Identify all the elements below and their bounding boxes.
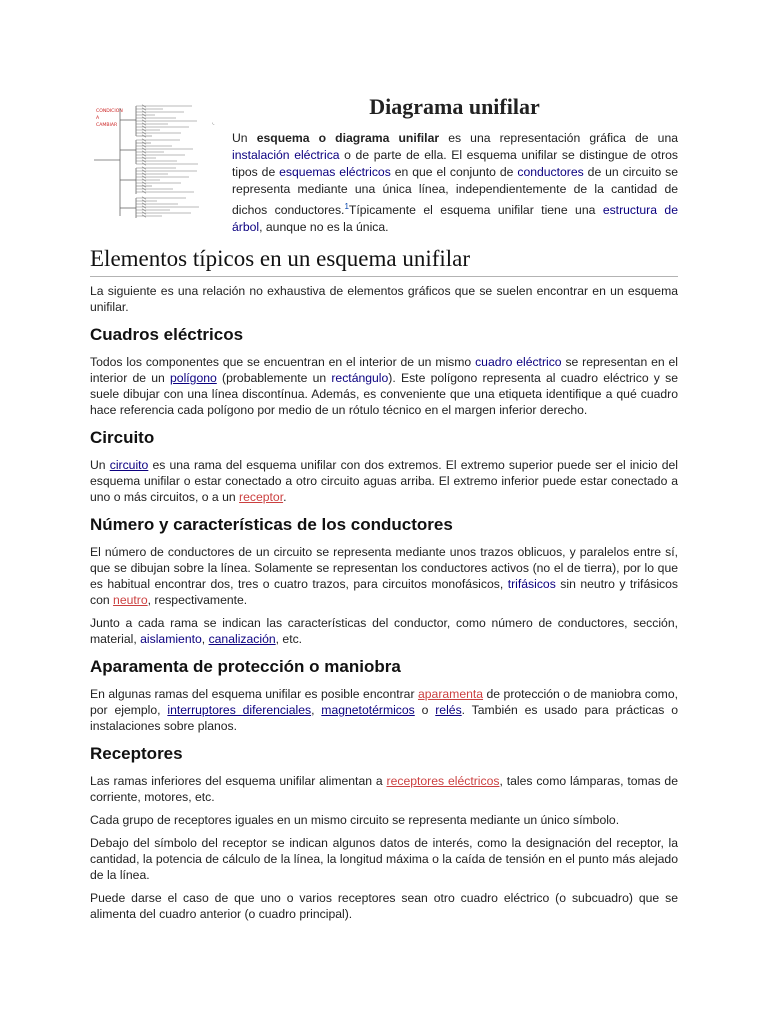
thumb-label-line: CONDICION [96,109,123,114]
receptores-paragraph-1: Las ramas inferiores del esquema unifilar alimentan a receptores eléctricos, tales como lámparas, tomas de corriente, motores, etc. [90,774,678,804]
section-heading: Elementos típicos en un esquema unifilar [90,246,678,277]
receptores-paragraph-2: Cada grupo de receptores iguales en un mismo circuito se representa mediante un único símbolo. [90,813,620,827]
link-trifasicos[interactable]: trifásicos [507,577,556,591]
link-conductores[interactable]: conductores [517,165,584,179]
heading-cuadros-electricos: Cuadros eléctricos [90,325,244,344]
link-receptores-electricos[interactable]: receptores eléctricos [386,774,500,788]
heading-aparamenta: Aparamenta de protección o maniobra [90,657,401,676]
article-body [90,283,678,929]
heading-circuito: Circuito [90,428,155,447]
thumb-label-line: CAMBIAR [96,123,118,128]
cuadros-paragraph: Todos los componentes que se encuentran en el interior de un mismo cuadro eléctrico se representan en el interior de un polígono (probablemente un rectángulo). Este polígono representa al cuadro eléctrico y se suele dibujar con una línea discontínua. Además, es conveniente que una etiqueta identifique a qué cuadro hace referencia cada polígono por medio de un rótulo técnico en el margen inferior derecho. [90,355,678,417]
link-neutro[interactable]: neutro [113,593,148,607]
link-aislamiento[interactable]: aislamiento [140,632,202,646]
conductores-paragraph-2: Junto a cada rama se indican las características del conductor, como número de conductores, sección, material, aislamiento, canalización, etc. [90,616,678,646]
link-receptor[interactable]: receptor [239,490,284,504]
reference-1[interactable]: 1 [344,202,349,211]
section-intro: La siguiente es una relación no exhaustiva de elementos gráficos que se suelen encontrar en un esquema unifilar. [90,284,678,314]
term-esquema-unifilar: esquema o diagrama unifilar [256,131,440,145]
link-aparamenta[interactable]: aparamenta [418,687,484,701]
link-reles[interactable]: relés [435,703,462,717]
unifilar-diagram-thumbnail [90,100,220,222]
receptores-paragraph-4: Puede darse el caso de que uno o varios receptores sean otro cuadro eléctrico (o subcuadro) que se alimenta del cuadro anterior (o cuadro principal). [90,891,678,921]
link-circuito[interactable]: circuito [109,458,149,472]
link-estructura-arbol[interactable]: estructura de árbol [232,203,678,235]
receptores-paragraph-3: Debajo del símbolo del receptor se indican algunos datos de interés, como la designación del receptor, la cantidad, la potencia de cálculo de la línea, la longitud máxima o la caída de tensión en el punto más alejado de la línea. [90,836,678,882]
link-rectangulo[interactable]: rectángulo [331,371,389,385]
svg-text:◟: ◟ [212,119,215,126]
link-canalizacion[interactable]: canalización [208,632,276,646]
aparamenta-paragraph: En algunas ramas del esquema unifilar es posible encontrar aparamenta de protección o de maniobra como, por ejemplo, interruptores diferenciales, magnetotérmicos o relés. También es usado para prácticas o instalaciones sobre planos. [90,687,679,733]
heading-receptores: Receptores [90,744,183,763]
heading-conductores: Número y características de los conductores [90,515,453,534]
link-esquemas-electricos[interactable]: esquemas eléctricos [279,165,391,179]
link-interruptores-diferenciales[interactable]: interruptores diferenciales [167,703,312,717]
intro-paragraph: Un esquema o diagrama unifilar es una representación gráfica de una instalación eléctrica o de parte de ella. El esquema unifilar se distingue de otros tipos de esquemas eléctricos en que el conjunto de conductores de un circuito se representa mediante una única línea, independientemente de la cantidad de dichos conductores.$^1$Típicamente el esquema unifilar tiene una estructura de árbol, aunque no es la única. [232,131,679,235]
page-title: Diagrama unifilar [369,94,540,119]
link-poligono[interactable]: polígono [170,371,217,385]
conductores-paragraph-1: El número de conductores de un circuito se representa mediante unos trazos oblicuos, y paralelos entre sí, que se dibujan sobre la línea. Solamente se representan los conductores activos (no el de tierra), por lo que es habitual encontrar dos, tres o cuatro trazos, para circuitos monofásicos, trifásicos sin neutro y trifásicos con neutro, respectivamente. [90,545,678,607]
link-magnetotermicos[interactable]: magnetotérmicos [321,703,415,717]
link-cuadro-electrico[interactable]: cuadro eléctrico [475,355,562,369]
thumb-label-line: A [96,116,100,121]
link-instalacion-electrica[interactable]: instalación eléctrica [232,148,340,162]
circuito-paragraph: Un circuito es una rama del esquema unifilar con dos extremos. El extremo superior puede ser el inicio del esquema unifilar o estar conectado a otro circuito aguas arriba. El extremo inferior puede estar conectado a uno o más circuitos, o a un receptor. [90,458,678,504]
